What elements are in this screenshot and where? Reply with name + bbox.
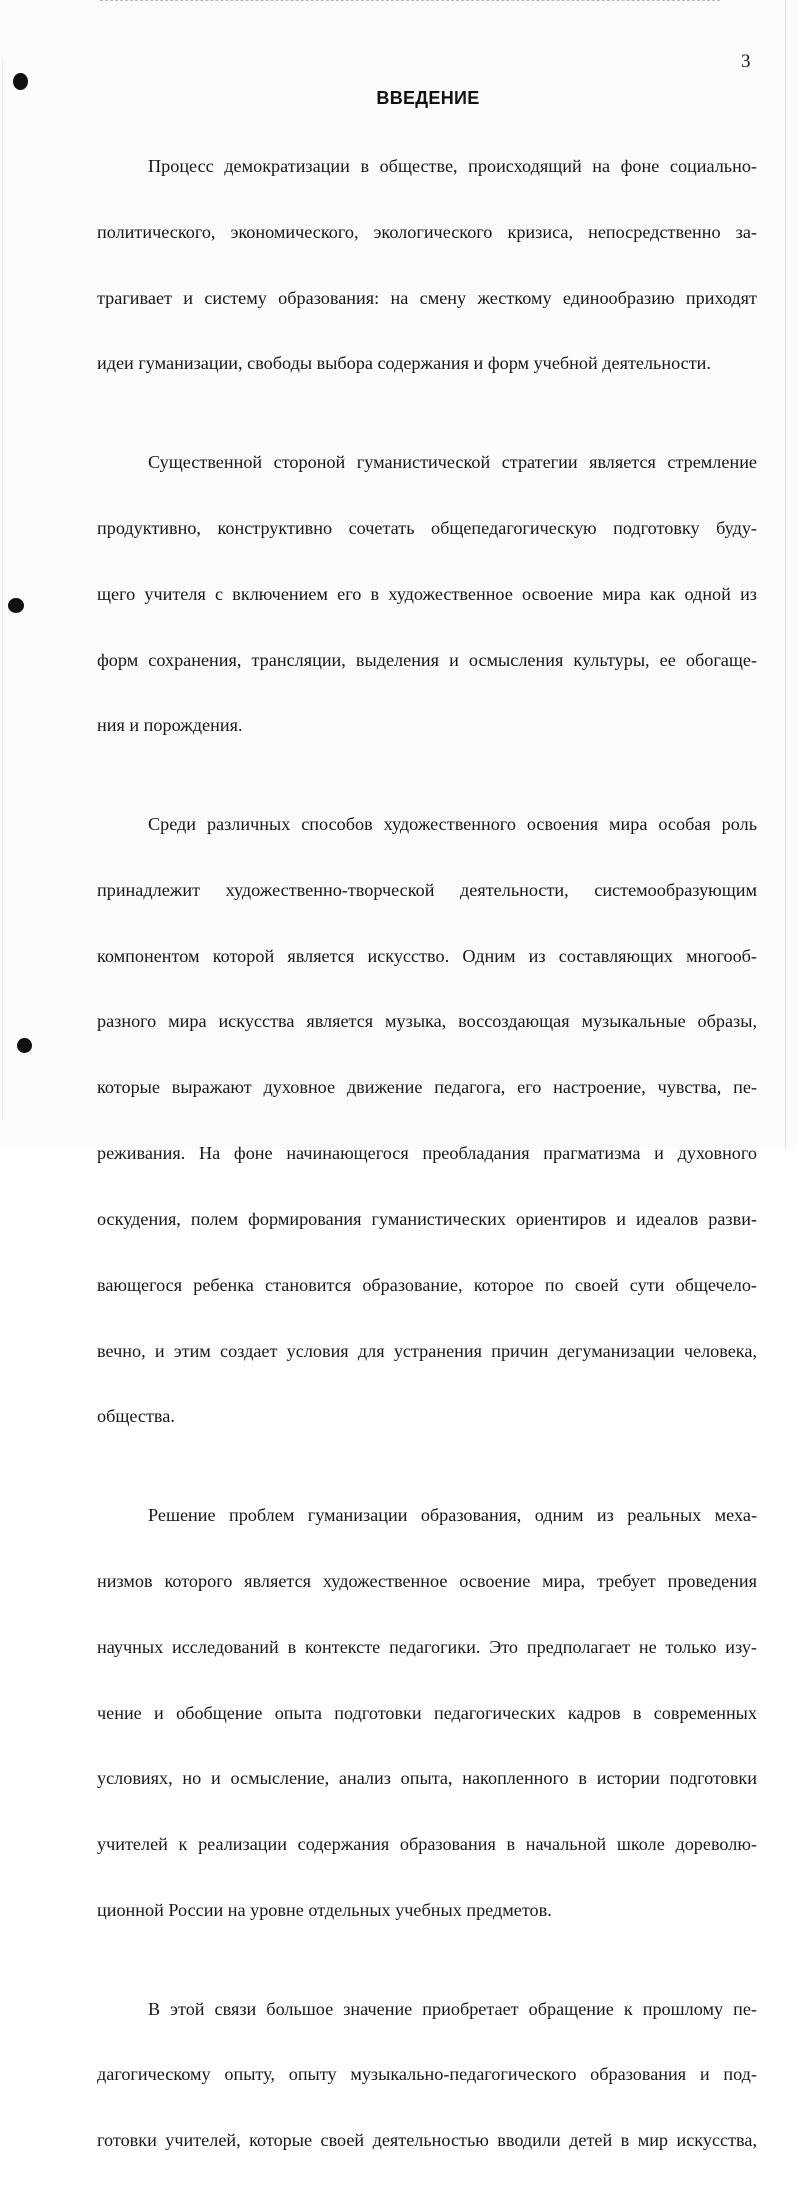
text-line: идеи гуманизации, свободы выбора содержания и форм учебной деятельности. — [97, 353, 711, 374]
text-line: вающегося ребенка становится образование, которое по своей сути общечело- — [97, 1274, 757, 1295]
text-line: общества. — [97, 1406, 175, 1427]
text-line: вечно, и этим создает условия для устранения причин дегуманизации человека, — [97, 1340, 757, 1361]
text-line: реживания. На фоне начинающегося преобладания прагматизма и духовного — [97, 1143, 757, 1164]
text-line: разного мира искусства является музыка, воссоздающая музыкальные образы, — [97, 1011, 757, 1032]
page-number: 3 — [741, 51, 751, 72]
text-line: оскудения, полем формирования гуманистических ориентиров и идеалов разви- — [97, 1208, 757, 1229]
scan-left-edge — [2, 60, 3, 1120]
text-line: Процесс демократизации в обществе, происходящий на фоне социально- — [148, 155, 757, 176]
text-line: учителей к реализации содержания образования в начальной школе дореволю- — [97, 1834, 757, 1855]
text-line: чение и обобщение опыта подготовки педагогических кадров в современных — [97, 1702, 757, 1723]
text-line: принадлежит художественно-творческой деятельности, системообразующим — [97, 879, 757, 900]
ink-blot-icon — [8, 598, 24, 613]
text-line: продуктивно, конструктивно сочетать общепедагогическую подготовку буду- — [97, 517, 757, 538]
text-line: Решение проблем гуманизации образования, одним из реальных меха- — [148, 1505, 757, 1526]
text-line: дагогическому опыту, опыту музыкально-педагогического образования и под- — [97, 2064, 757, 2085]
text-line: щего учителя с включением его в художественное освоение мира как одной из — [97, 583, 757, 604]
text-line: научных исследований в контексте педагогики. Это предполагает не только изу- — [97, 1636, 757, 1657]
text-line: низмов которого является художественное освоение мира, требует проведения — [97, 1570, 757, 1591]
text-line: которые выражают духовное движение педагога, его настроение, чувства, пе- — [97, 1077, 757, 1098]
text-line: ния и порождения. — [97, 715, 243, 736]
text-line: условиях, но и осмысление, анализ опыта, накопленного в истории подготовки — [97, 1768, 757, 1789]
text-line: политического, экономического, экологического кризиса, непосредственно за- — [97, 221, 757, 242]
text-line: компонентом которой является искусство. Одним из составляющих многооб- — [97, 945, 757, 966]
scan-top-edge — [100, 0, 720, 3]
paragraph — [97, 117, 757, 413]
text-line: ционной России на уровне отдельных учебных предметов. — [97, 1899, 552, 1920]
text-line: готовки учителей, которые своей деятельностью вводили детей в мир искусства, — [97, 2130, 757, 2151]
text-line: Существенной стороной гуманистической стратегии является стремление — [148, 452, 757, 473]
text-line: форм сохранения, трансляции, выделения и осмысления культуры, ее обогаще- — [97, 649, 757, 670]
ink-blot-icon — [17, 1038, 32, 1053]
paragraph — [97, 1466, 757, 1960]
body-text — [97, 117, 757, 2190]
text-line: трагивает и систему образования: на смену жесткому единообразию приходят — [97, 287, 757, 308]
text-line: В этой связи большое значение приобретает обращение к прошлому пе- — [148, 1998, 757, 2019]
paragraph — [97, 413, 757, 775]
text-line: Среди различных способов художественного освоения мира особая роль — [148, 814, 757, 835]
page-title: ВВЕДЕНИЕ — [376, 88, 480, 108]
paragraph — [97, 1960, 757, 2190]
scan-right-edge — [785, 0, 786, 1149]
paragraph — [97, 775, 757, 1466]
